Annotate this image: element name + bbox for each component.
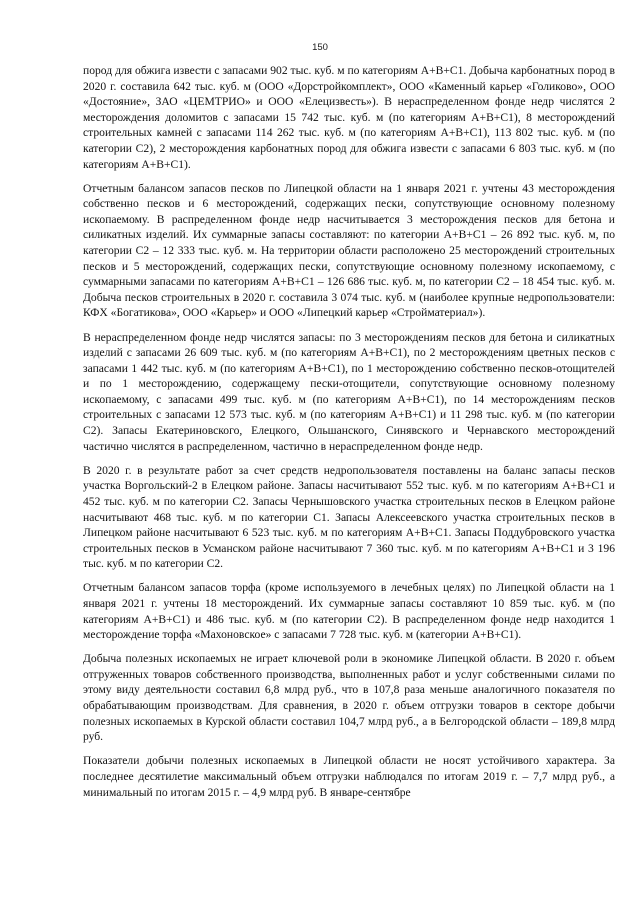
page-number: 150 (312, 42, 328, 53)
paragraph-new-deposits-2020: В 2020 г. в результате работ за счет средств недропользователя поставлены на баланс запасы песков участка Воргольский-2 в Елецком районе. Запасы насчитывают 552 тыс. куб. м по категориям А+В+С1 и 452 тыс. куб. м по категории С2. Запасы Чернышовского участка строительных песков в Елецком районе насчитывают 468 тыс. куб. м по категории С1. Запасы Алексеевского участка строительных песков в Липецком районе насчитывают 6 523 тыс. куб. м по категориям А+В+С1. Запасы Поддубровского участка строительных песков в Усманском районе насчитывают 7 360 тыс. куб. м по категориям А+В+С1 и 3 196 тыс. куб. м по категории С2. (83, 463, 615, 571)
page-body (83, 63, 615, 809)
paragraph-peat: Отчетным балансом запасов торфа (кроме используемого в лечебных целях) по Липецкой области на 1 января 2021 г. учтены 18 месторождений. Их суммарные запасы составляют 10 859 тыс. куб. м (по категориям А+В+С1) и 486 тыс. куб. м (по категории С2). В распределенном фонде недр находится 1 месторождение торфа «Махоновское» с запасами 7 728 тыс. куб. м (категории А+В+С1). (83, 581, 615, 642)
paragraph-carbonate-rocks: пород для обжига извести с запасами 902 тыс. куб. м по категориям А+В+С1. Добыча карбонатных пород в 2020 г. составила 642 тыс. куб. м (ООО «Дорстройкомплект», ООО «Каменный карьер «Голиково», ООО «Достояние», ЗАО «ЦЕМТРИО» и ООО «Елецизвесть»). В нераспределенном фонде недр числятся 2 месторождения доломитов с запасами 15 742 тыс. куб. м (по категориям А+В+С1), 8 месторождений строительных камней с запасами 114 262 тыс. куб. м (по категориям А+В+С1), 113 802 тыс. куб. м (по категории С2), 2 месторождения карбонатных пород для обжига извести с запасами 6 803 тыс. куб. м (по категориям А+В+С1). (83, 64, 615, 171)
paragraph-unallocated-fund: В нераспределенном фонде недр числятся запасы: по 3 месторождениям песков для бетона и силикатных изделий с запасами 26 609 тыс. куб. м (по категориям А+В+С1), по 2 месторождениям цветных песков с запасами 1 442 тыс. куб. м (по категориям А+В+С1), по 1 месторождению собственно песков-отощителей и по 1 месторождению, содержащему пески-отощители, сопутствующие основному полезному ископаемому, с запасами 499 тыс. куб. м (по категориям А+В+С1), по 14 месторождениям песков строительных с запасами 12 573 тыс. куб. м (по категориям А+В+С1) и 11 298 тыс. куб. м (по категории С2). Запасы Екатериновского, Елецкого, Ольшанского, Синявского и Чернавского месторождений частично числятся в распределенном, частично в нераспределенном фонде недр. (83, 330, 615, 453)
paragraph-mining-indicators: Показатели добычи полезных ископаемых в Липецкой области не носят устойчивого характера. За последнее десятилетие максимальный объем отгрузки наблюдался по итогам 2019 г. – 7,7 млрд руб., а минимальный по итогам 2015 г. – 4,9 млрд руб. В январе-сентябре (83, 754, 615, 799)
paragraph-sands-balance: Отчетным балансом запасов песков по Липецкой области на 1 января 2021 г. учтены 43 месторождения собственно песков и 6 месторождений, содержащих пески, сопутствующие основному полезному ископаемому. В распределенном фонде недр насчитывается 3 месторождения песков для бетона и силикатных изделий. Их суммарные запасы составляют: по категории А+В+С1 – 26 892 тыс. куб. м, по категории С2 – 12 333 тыс. куб. м. На территории области расположено 25 месторождений строительных песков и 5 месторождений, содержащих пески, сопутствующие основному полезному ископаемому, с суммарными запасами по категориям А+В+С1 – 126 686 тыс. куб. м, по категории С2 – 18 454 тыс. куб. м. Добыча песков строительных в 2020 г. составила 3 074 тыс. куб. м (наиболее крупные недропользователи: КФХ «Богатикова», ООО «Карьер» и ООО «Липецкий карьер «Стройматериал»). (83, 181, 615, 320)
paragraph-mining-economy: Добыча полезных ископаемых не играет ключевой роли в экономике Липецкой области. В 2020 г. объем отгруженных товаров собственного производства, выполненных работ и услуг собственными силами по этому виду деятельности составил 6,8 млрд руб., что в 107,8 раза меньше аналогичного показателя по обрабатывающим производствам. Для сравнения, в 2020 г. объем отгрузки товаров в секторе добычи полезных ископаемых в Курской области составил 104,7 млрд руб., а в Белгородской области – 189,8 млрд руб. (83, 652, 615, 744)
